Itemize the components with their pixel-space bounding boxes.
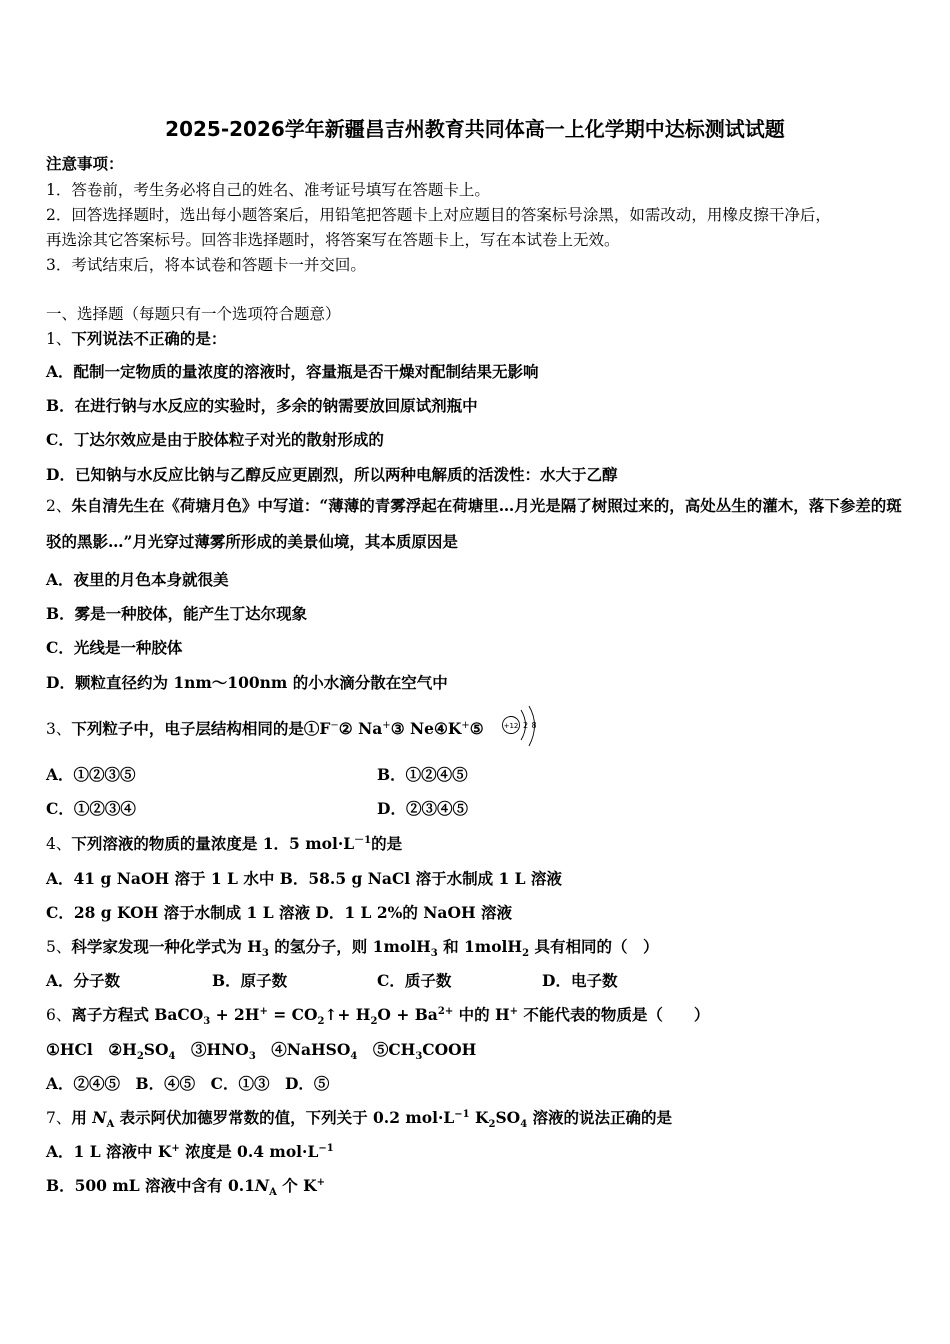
page-title: 2025-2026学年新疆昌吉州教育共同体高一上化学期中达标测试试题 [165,117,785,141]
question-1-option-c: C．丁达尔效应是由于胶体粒子对光的散射形成的 [46,430,384,449]
question-2-option-b: B．雾是一种胶体，能产生丁达尔现象 [46,604,308,623]
question-7-stem: 7、用 $N_A$ 表示阿伏加德罗常数的值，下列关于 0.2 $mol\cdot L^{-1}$ $K_2SO_4$ 溶液的说法正确的是 [46,1108,673,1131]
atom-structure-diagram [502,704,546,750]
question-1-option-b: B．在进行钠与水反应的实验时，多余的钠需要放回原试剂瓶中 [46,396,478,415]
notice-item: 1．答卷前，考生务必将自己的姓名、准考证号填写在答题卡上。 [46,181,490,199]
question-4-options-cd: C．28 g KOH 溶于水制成 1 L 溶液 D．1 L 2%的 NaOH 溶液 [46,903,512,922]
question-6-substances: ①HCl $②H_2SO_4$ $③HNO_3$ ④NaHSO$_4$ $⑤CH_3COOH$ [46,1040,477,1063]
question-7-option-a: A．1 L 溶液中 K+ 浓度是 0.4 $mol\cdot L^{-1}$ [46,1142,334,1161]
question-6-answers: A．②④⑤ B．④⑤ C．①③ D．⑤ [46,1074,330,1093]
question-2-option-a: A．夜里的月色本身就很美 [46,570,229,589]
question-3-option-c: C．①②③④ [46,799,136,818]
question-5-option-b: B．原子数 [212,971,288,990]
atom-shell-2-label: 8 [531,721,537,730]
question-2-option-c: C．光线是一种胶体 [46,638,183,657]
question-2-option-d: D．颗粒直径约为 1nm～100nm 的小水滴分散在空气中 [46,673,448,692]
question-4-options-ab: A．41 g NaOH 溶于 1 L 水中 B．58.5 g NaCl 溶于水制成 1 L 溶液 [46,869,562,888]
question-3-stem: 3、下列粒子中，电子层结构相同的是①F−② Na+③ Ne④K+⑤ [46,719,484,738]
question-4-stem: 4、下列溶液的物质的量浓度是 1．5 $mol\cdot L^{-1}$的是 [46,834,403,854]
question-5-option-c: C．质子数 [377,971,452,990]
notice-heading: 注意事项： [46,154,124,173]
question-5-stem: 5、科学家发现一种化学式为 $H_3$ 的氢分子，则 1molH$_3$ 和 1molH$_2$ 具有相同的（ ） [46,937,659,960]
question-3-option-a: A．①②③⑤ [46,765,136,784]
notice-item: 2．回答选择题时，选出每小题答案后，用铅笔把答题卡上对应题目的答案标号涂黑，如需改动，用橡皮擦干净后， [46,206,831,224]
question-7-option-b: B．500 mL 溶液中含有 $0.1N_A$ 个 K+ [46,1176,326,1199]
question-5-option-a: A．分子数 [46,971,121,990]
atom-core-label: +12 [503,722,519,730]
section-heading: 一、选择题（每题只有一个选项符合题意） [46,305,341,323]
question-3-option-b: B．①②④⑤ [377,765,468,784]
question-3-option-d: D．②③④⑤ [377,799,468,818]
atom-shell-1-label: 2 [522,721,529,730]
question-1-stem: 1、下列说法不正确的是： [46,329,227,348]
question-1-option-a: A．配制一定物质的量浓度的溶液时，容量瓶是否干燥对配制结果无影响 [46,362,539,381]
question-5-option-d: D．电子数 [542,971,618,990]
notice-item: 3．考试结束后，将本试卷和答题卡一并交回。 [46,256,366,274]
question-2-stem: 2、朱自清先生在《荷塘月色》中写道：“薄薄的青雾浮起在荷塘里…月光是隔了树照过来的，高处丛生的灌木，落下参差的斑驳的黑影…”月光穿过薄雾所形成的美景仙境，其本质原因是 [46,496,902,551]
notice-item: 再选涂其它答案标号。回答非选择题时，将答案写在答题卡上，写在本试卷上无效。 [46,231,620,249]
question-6-stem: 6、离子方程式 BaCO$_3$ + $2H^+ = CO_2↑+ H_2O + Ba^{2+}$ 中的 H+ 不能代表的物质是（ ） [46,1005,710,1028]
question-1-option-d: D．已知钠与水反应比钠与乙醇反应更剧烈，所以两种电解质的活泼性：水大于乙醇 [46,465,618,484]
